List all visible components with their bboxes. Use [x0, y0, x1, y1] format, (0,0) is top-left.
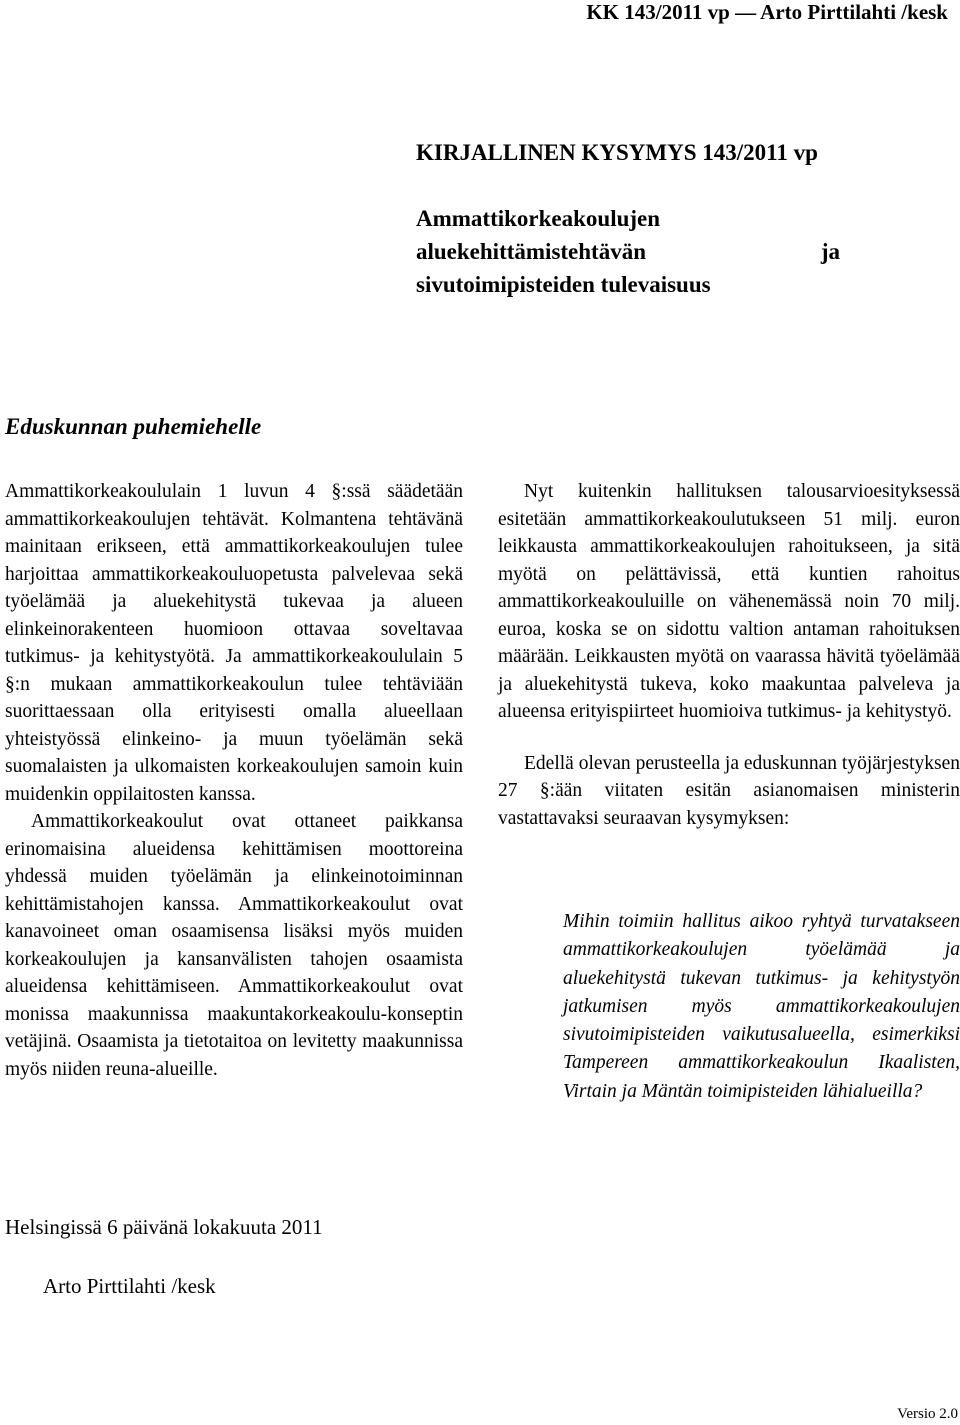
page-header: KK 143/2011 vp — Arto Pirttilahti /kesk — [586, 0, 948, 24]
paragraph: Nyt kuitenkin hallituksen talousarvioesityksessä esitetään ammattikorkeakoulutukseen 51 milj. euron leikkausta ammattikorkeakoulujen rahoitukseen, ja sitä myötä on pelättävissä, että kuntien rahoitus ammattikorkeakouluille on vähenemässä noin 70 milj. euroa, koska se on sidottu valtion antaman rahoituksen määrään. Leikkausten myötä on vaarassa hävitä työelämää ja aluekehitystä tukeva, koko maakuntaa palveleva ja alueensa erityispiirteet huomioiva tutkimus- ja kehitystyö. — [498, 481, 960, 722]
right-column — [498, 478, 960, 832]
paragraph: Edellä olevan perusteella ja eduskunnan työjärjestyksen 27 §:ään viitaten esitän asianomaisen ministerin vastattavaksi seuraavan kysymyksen: — [498, 752, 960, 829]
paragraph: Ammattikorkeakoululain 1 luvun 4 §:ssä säädetään ammattikorkeakoulujen tehtävät. Kolmantena tehtävänä mainitaan erikseen, että ammattikorkeakoulujen tulee harjoittaa ammattikorkeakouluopetusta palvelevaa sekä työelämää ja aluekehitystä tukevaa ja alueen elinkeinorakenteen huomioon ottavaa soveltavaa tutkimus- ja kehitystyötä. Ja ammattikorkeakoululain 5 §:n mukaan ammattikorkeakoulun tulee tehtäviään suorittaessaan olla erityisesti omalla alueellaan yhteistyössä elinkeino- ja muun työelämän sekä suomalaisten ja ulkomaisten korkeakoulujen samoin kuin muidenkin oppilaitosten kanssa. — [5, 481, 463, 805]
paragraph: Ammattikorkeakoulut ovat ottaneet paikkansa erinomaisina alueidensa kehittämisen moottoreina yhdessä muiden työelämän ja elinkeinotoiminnan kehittämistahojen kanssa. Ammattikorkeakoulut ovat kanavoineet oman osaamisensa lisäksi myös muiden korkeakoulujen ja kansanvälisten tahojen osaamista alueidensa kehittämiseen. Ammattikorkeakoulut ovat monissa maakunnissa maakuntakorkeakoulu-konseptin vetäjinä. Osaamista ja tietotaitoa on levitetty maakunnissa myös niiden reuna-alueille. — [5, 811, 463, 1080]
document-subtitle: Ammattikorkeakoulujen aluekehittämistehtävän ja sivutoimipisteiden tulevaisuus — [416, 206, 840, 297]
place-date: Helsingissä 6 päivänä lokakuuta 2011 — [5, 1215, 323, 1239]
addressee: Eduskunnan puhemiehelle — [5, 414, 262, 439]
document-title: KIRJALLINEN KYSYMYS 143/2011 vp — [416, 140, 818, 165]
left-column — [5, 478, 463, 1083]
version-label: Versio 2.0 — [897, 1406, 958, 1422]
question-text: Mihin toimiin hallitus aikoo ryhtyä turvatakseen ammattikorkeakoulujen työelämää ja aluekehitystä tukevan tutkimus- ja kehitystyön jatkumisen myös ammattikorkeakoulujen sivutoimipisteiden vaikutusalueella, esimerkiksi Tampereen ammattikorkeakoulun Ikaalisten, Virtain ja Mäntän toimipisteiden lähialueilla? — [563, 911, 960, 1102]
signer-name: Arto Pirttilahti /kesk — [43, 1274, 216, 1298]
